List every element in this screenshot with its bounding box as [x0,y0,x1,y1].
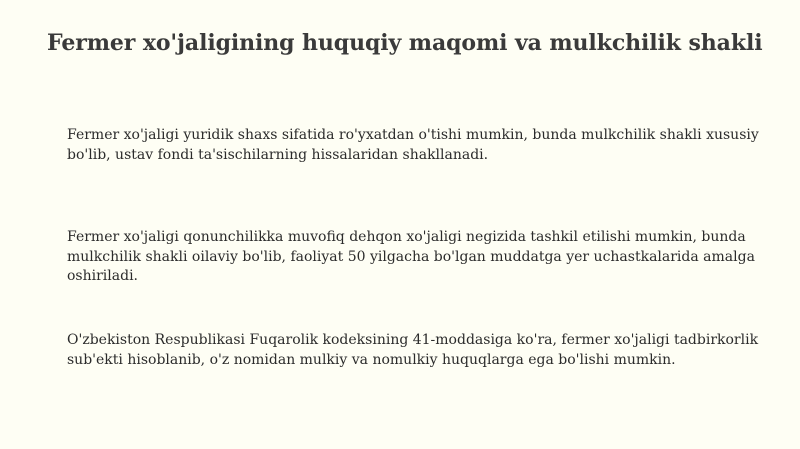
paragraph-family-farm: Fermer xo'jaligi qonunchilikka muvofiq dehqon xo'jaligi negizida tashkil etilishi mumkin, bunda mulkchilik shakli oilaviy bo'lib, faoliyat 50 yilgacha bo'lgan muddatga yer uchastkalarida amalga oshiriladi. [67,229,755,284]
paragraph-civil-code: O'zbekiston Respublikasi Fuqarolik kodeksining 41-moddasiga ko'ra, fermer xo'jaligi tadbirkorlik sub'ekti hisoblanib, o'z nomidan mulkiy va nomulkiy huquqlarga ega bo'lishi mumkin. [67,332,759,368]
page-title: Fermer xo'jaligining huquqiy maqomi va mulkchilik shakli [47,30,763,56]
paragraph-legal-entity: Fermer xo'jaligi yuridik shaxs sifatida ro'yxatdan o'tishi mumkin, bunda mulkchilik shakli xususiy bo'lib, ustav fondi ta'sischilarning hissalaridan shakllanadi. [67,127,759,163]
